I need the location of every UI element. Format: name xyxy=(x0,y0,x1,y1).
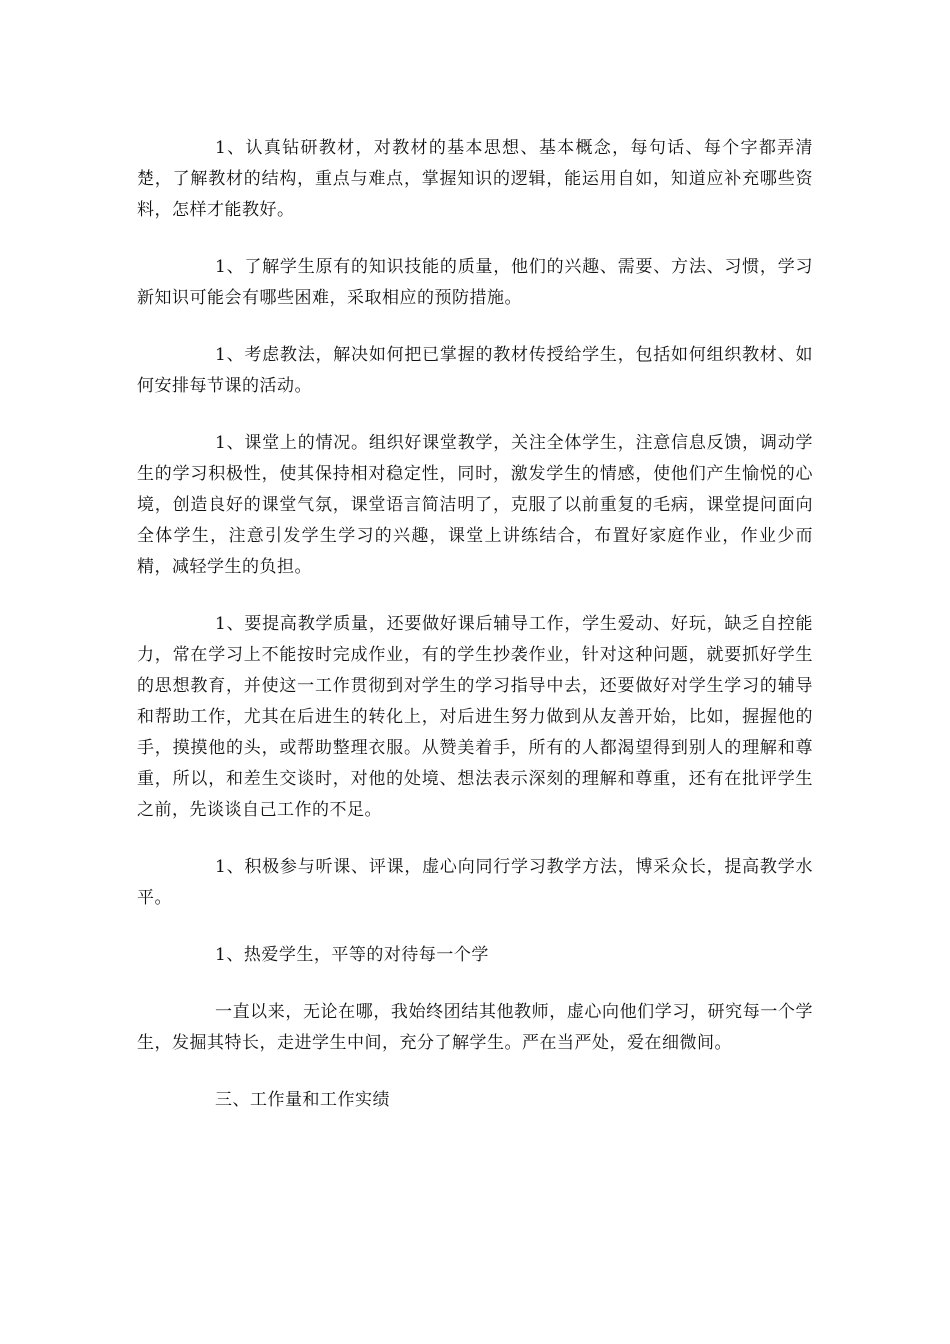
paragraph-love-students: 1、热爱学生，平等的对待每一个学 xyxy=(215,945,489,965)
document-body xyxy=(137,133,813,1142)
paragraph-understand-students: 1、了解学生原有的知识技能的质量，他们的兴趣、需要、方法、习惯，学习新知识可能会有哪些困难，采取相应的预防措施。 xyxy=(137,257,813,308)
paragraph-classroom: 1、课堂上的情况。组织好课堂教学，关注全体学生，注意信息反馈，调动学生的学习积极性，使其保持相对稳定性，同时，激发学生的情感，使他们产生愉悦的心境，创造良好的课堂气氛，课堂语言简洁明了，克服了以前重复的毛病，课堂提问面向全体学生，注意引发学生学习的兴趣，课堂上讲练结合，布置好家庭作业，作业少而精，减轻学生的负担。 xyxy=(137,433,813,577)
paragraph-teaching-method: 1、考虑教法，解决如何把已掌握的教材传授给学生，包括如何组织教材、如何安排每节课的活动。 xyxy=(137,345,813,396)
section-heading-workload: 三、工作量和工作实绩 xyxy=(215,1090,390,1110)
paragraph-unity-with-teachers: 一直以来，无论在哪，我始终团结其他教师，虚心向他们学习，研究每一个学生，发掘其特长，走进学生中间，充分了解学生。严在当严处，爱在细微间。 xyxy=(137,1002,813,1053)
paragraph-after-class-tutoring: 1、要提高教学质量，还要做好课后辅导工作，学生爱动、好玩，缺乏自控能力，常在学习上不能按时完成作业，有的学生抄袭作业，针对这种问题，就要抓好学生的思想教育，并使这一工作贯彻到对学生的学习指导中去，还要做好对学生学习的辅导和帮助工作，尤其在后进生的转化上，对后进生努力做到从友善开始，比如，握握他的手，摸摸他的头，或帮助整理衣服。从赞美着手，所有的人都渴望得到别人的理解和尊重，所以，和差生交谈时，对他的处境、想法表示深刻的理解和尊重，还有在批评学生之前，先谈谈自己工作的不足。 xyxy=(137,614,813,820)
paragraph-lesson-observation: 1、积极参与听课、评课，虚心向同行学习教学方法，博采众长，提高教学水平。 xyxy=(137,857,813,908)
paragraph-study-textbook: 1、认真钻研教材，对教材的基本思想、基本概念，每句话、每个字都弄清楚，了解教材的结构，重点与难点，掌握知识的逻辑，能运用自如，知道应补充哪些资料，怎样才能教好。 xyxy=(137,138,813,220)
